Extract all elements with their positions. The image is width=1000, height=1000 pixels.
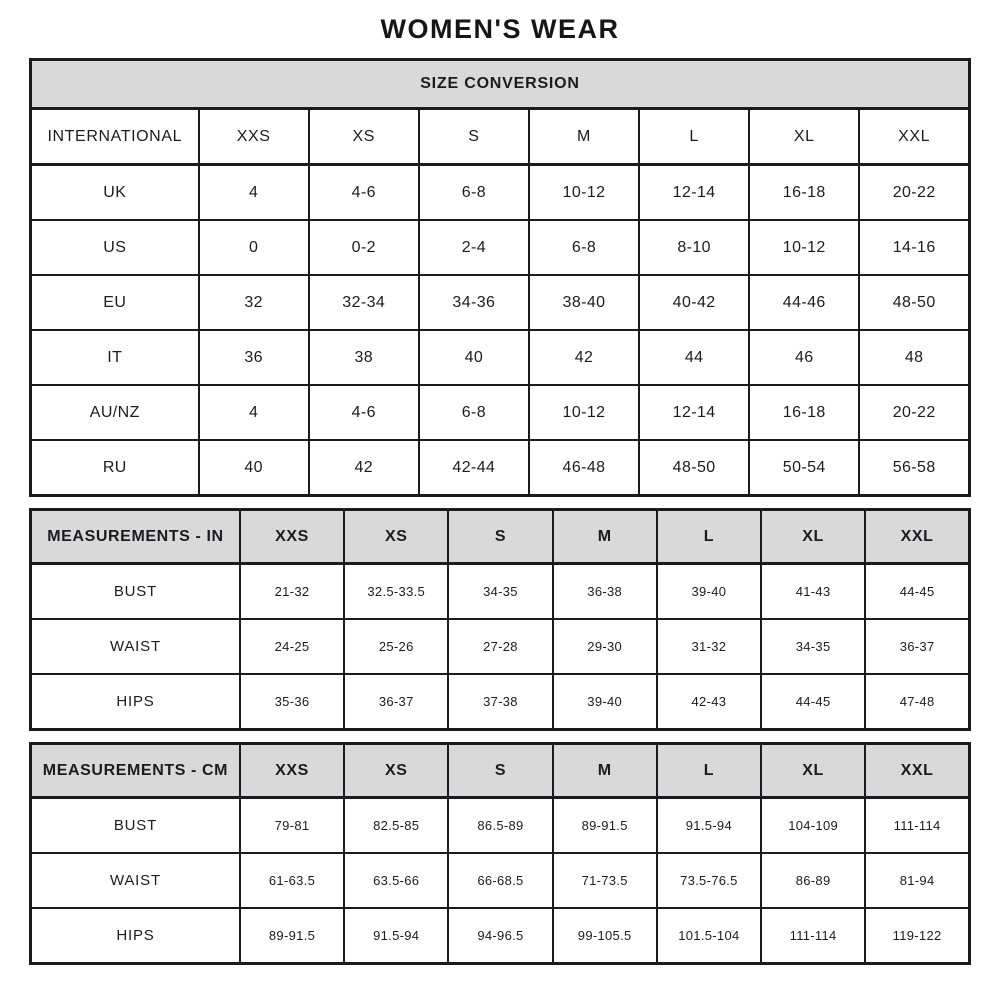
cell-value: 27-28 bbox=[448, 619, 552, 674]
cell-value: 104-109 bbox=[761, 798, 865, 854]
cell-value: 25-26 bbox=[344, 619, 448, 674]
cell-value: 10-12 bbox=[749, 220, 859, 275]
cell-value: 10-12 bbox=[529, 385, 639, 440]
cell-value: 44-46 bbox=[749, 275, 859, 330]
cell-value: 2-4 bbox=[419, 220, 529, 275]
table-header-row bbox=[31, 744, 970, 798]
table-row bbox=[31, 275, 970, 330]
size-header-xxs: XXS bbox=[240, 510, 344, 564]
cell-value: 41-43 bbox=[761, 564, 865, 620]
cell-value: 24-25 bbox=[240, 619, 344, 674]
cell-value: 111-114 bbox=[865, 798, 969, 854]
table-row bbox=[31, 440, 970, 496]
size-header-xxl: XXL bbox=[865, 510, 969, 564]
cell-value: 36 bbox=[199, 330, 309, 385]
cell-value: 32 bbox=[199, 275, 309, 330]
cell-value: 40 bbox=[199, 440, 309, 496]
cell-value: 20-22 bbox=[859, 385, 969, 440]
cell-value: 6-8 bbox=[529, 220, 639, 275]
cell-value: 42 bbox=[529, 330, 639, 385]
cell-value: 46-48 bbox=[529, 440, 639, 496]
cell-value: 29-30 bbox=[553, 619, 657, 674]
cell-value: 34-35 bbox=[448, 564, 552, 620]
cell-value: 4 bbox=[199, 165, 309, 221]
size-header-xxl: XXL bbox=[859, 109, 969, 165]
cell-value: 32.5-33.5 bbox=[344, 564, 448, 620]
table-row bbox=[31, 165, 970, 221]
cell-value: 40 bbox=[419, 330, 529, 385]
size-header-xl: XL bbox=[749, 109, 859, 165]
measurements-in-table bbox=[29, 508, 971, 731]
row-label: HIPS bbox=[31, 908, 240, 964]
size-header-xxs: XXS bbox=[199, 109, 309, 165]
cell-value: 44 bbox=[639, 330, 749, 385]
table-row bbox=[31, 220, 970, 275]
size-conversion-table bbox=[29, 58, 971, 497]
table-row bbox=[31, 385, 970, 440]
row-label: AU/NZ bbox=[31, 385, 199, 440]
table-row bbox=[31, 619, 970, 674]
measurements-cm-table bbox=[29, 742, 971, 965]
cell-value: 31-32 bbox=[657, 619, 761, 674]
table-row bbox=[31, 798, 970, 854]
size-header-l: L bbox=[639, 109, 749, 165]
cell-value: 38-40 bbox=[529, 275, 639, 330]
cell-value: 91.5-94 bbox=[344, 908, 448, 964]
size-header-xs: XS bbox=[344, 744, 448, 798]
size-header-s: S bbox=[448, 510, 552, 564]
cell-value: 40-42 bbox=[639, 275, 749, 330]
cell-value: 47-48 bbox=[865, 674, 969, 730]
table-row bbox=[31, 330, 970, 385]
table-header-row bbox=[31, 109, 970, 165]
cell-value: 86-89 bbox=[761, 853, 865, 908]
row-label: HIPS bbox=[31, 674, 240, 730]
size-header-xxs: XXS bbox=[240, 744, 344, 798]
cell-value: 89-91.5 bbox=[553, 798, 657, 854]
cell-value: 94-96.5 bbox=[448, 908, 552, 964]
table-banner-row bbox=[31, 60, 970, 109]
cell-value: 0 bbox=[199, 220, 309, 275]
cell-value: 6-8 bbox=[419, 165, 529, 221]
cell-value: 48-50 bbox=[859, 275, 969, 330]
cell-value: 91.5-94 bbox=[657, 798, 761, 854]
cell-value: 35-36 bbox=[240, 674, 344, 730]
cell-value: 16-18 bbox=[749, 165, 859, 221]
cell-value: 73.5-76.5 bbox=[657, 853, 761, 908]
size-header-s: S bbox=[448, 744, 552, 798]
cell-value: 8-10 bbox=[639, 220, 749, 275]
cell-value: 66-68.5 bbox=[448, 853, 552, 908]
size-header-s: S bbox=[419, 109, 529, 165]
cell-value: 61-63.5 bbox=[240, 853, 344, 908]
cell-value: 50-54 bbox=[749, 440, 859, 496]
row-label: UK bbox=[31, 165, 199, 221]
table-header-row bbox=[31, 510, 970, 564]
cell-value: 46 bbox=[749, 330, 859, 385]
size-header-xs: XS bbox=[309, 109, 419, 165]
cell-value: 12-14 bbox=[639, 385, 749, 440]
cell-value: 6-8 bbox=[419, 385, 529, 440]
cell-value: 34-35 bbox=[761, 619, 865, 674]
table-row bbox=[31, 853, 970, 908]
cell-value: 63.5-66 bbox=[344, 853, 448, 908]
table-row bbox=[31, 908, 970, 964]
size-header-m: M bbox=[553, 744, 657, 798]
page-title: WOMEN'S WEAR bbox=[380, 14, 620, 44]
table-row bbox=[31, 674, 970, 730]
cell-value: 14-16 bbox=[859, 220, 969, 275]
cell-value: 10-12 bbox=[529, 165, 639, 221]
cell-value: 56-58 bbox=[859, 440, 969, 496]
size-conversion-title: SIZE CONVERSION bbox=[31, 60, 970, 109]
cell-value: 48-50 bbox=[639, 440, 749, 496]
row-label: WAIST bbox=[31, 853, 240, 908]
cell-value: 81-94 bbox=[865, 853, 969, 908]
row-label: BUST bbox=[31, 798, 240, 854]
cell-value: 39-40 bbox=[553, 674, 657, 730]
cell-value: 89-91.5 bbox=[240, 908, 344, 964]
cell-value: 34-36 bbox=[419, 275, 529, 330]
size-header-xs: XS bbox=[344, 510, 448, 564]
cell-value: 44-45 bbox=[865, 564, 969, 620]
table-row bbox=[31, 564, 970, 620]
cell-value: 4 bbox=[199, 385, 309, 440]
cell-value: 42-43 bbox=[657, 674, 761, 730]
cell-value: 4-6 bbox=[309, 165, 419, 221]
size-header-m: M bbox=[529, 109, 639, 165]
row-label: IT bbox=[31, 330, 199, 385]
size-header-m: M bbox=[553, 510, 657, 564]
cell-value: 39-40 bbox=[657, 564, 761, 620]
size-header-xl: XL bbox=[761, 744, 865, 798]
measurements-title: MEASUREMENTS - CM bbox=[31, 744, 240, 798]
cell-value: 36-38 bbox=[553, 564, 657, 620]
cell-value: 82.5-85 bbox=[344, 798, 448, 854]
cell-value: 99-105.5 bbox=[553, 908, 657, 964]
cell-value: 32-34 bbox=[309, 275, 419, 330]
cell-value: 21-32 bbox=[240, 564, 344, 620]
size-header-l: L bbox=[657, 510, 761, 564]
cell-value: 20-22 bbox=[859, 165, 969, 221]
row-label: US bbox=[31, 220, 199, 275]
cell-value: 119-122 bbox=[865, 908, 969, 964]
cell-value: 37-38 bbox=[448, 674, 552, 730]
size-header-l: L bbox=[657, 744, 761, 798]
cell-value: 42 bbox=[309, 440, 419, 496]
cell-value: 36-37 bbox=[344, 674, 448, 730]
cell-value: 4-6 bbox=[309, 385, 419, 440]
cell-value: 101.5-104 bbox=[657, 908, 761, 964]
cell-value: 44-45 bbox=[761, 674, 865, 730]
conversion-header-label: INTERNATIONAL bbox=[31, 109, 199, 165]
cell-value: 16-18 bbox=[749, 385, 859, 440]
cell-value: 0-2 bbox=[309, 220, 419, 275]
cell-value: 48 bbox=[859, 330, 969, 385]
cell-value: 42-44 bbox=[419, 440, 529, 496]
row-label: EU bbox=[31, 275, 199, 330]
measurements-title: MEASUREMENTS - IN bbox=[31, 510, 240, 564]
cell-value: 111-114 bbox=[761, 908, 865, 964]
cell-value: 38 bbox=[309, 330, 419, 385]
cell-value: 36-37 bbox=[865, 619, 969, 674]
cell-value: 71-73.5 bbox=[553, 853, 657, 908]
row-label: WAIST bbox=[31, 619, 240, 674]
cell-value: 79-81 bbox=[240, 798, 344, 854]
cell-value: 86.5-89 bbox=[448, 798, 552, 854]
row-label: BUST bbox=[31, 564, 240, 620]
row-label: RU bbox=[31, 440, 199, 496]
size-header-xxl: XXL bbox=[865, 744, 969, 798]
size-header-xl: XL bbox=[761, 510, 865, 564]
cell-value: 12-14 bbox=[639, 165, 749, 221]
